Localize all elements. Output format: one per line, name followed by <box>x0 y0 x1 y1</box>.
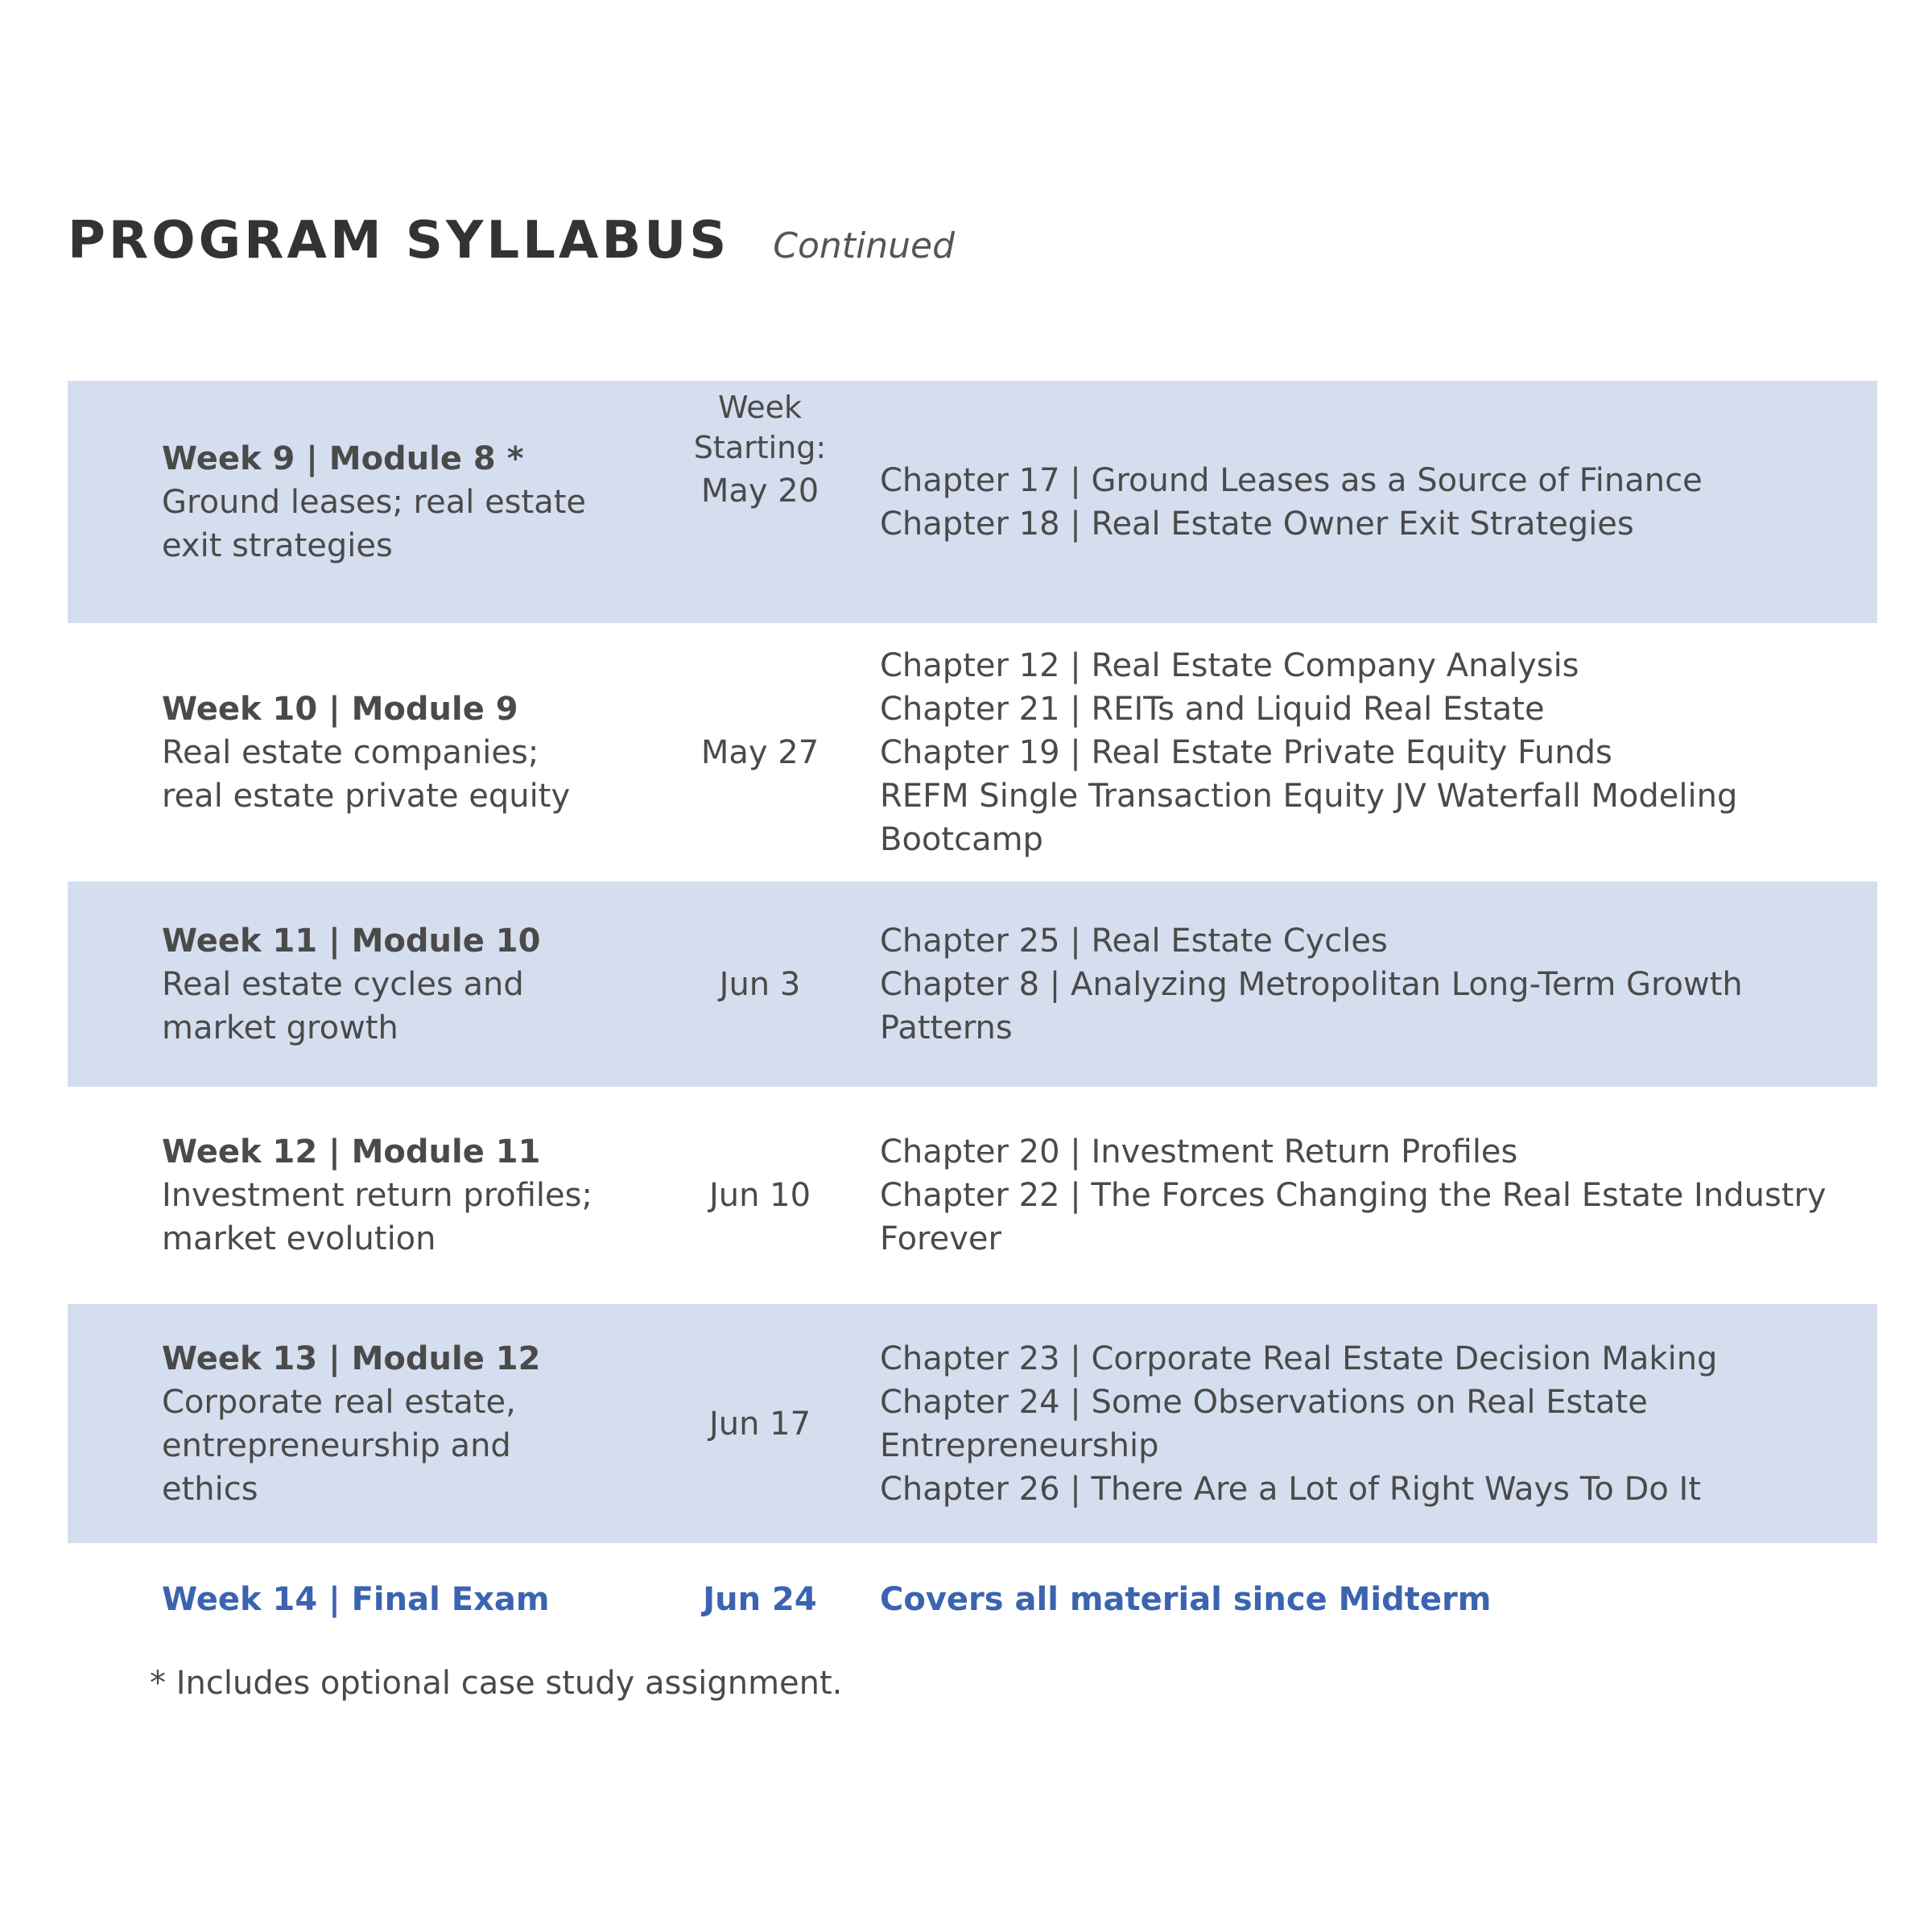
chapters-cell <box>880 1304 1870 1543</box>
week-starting-label: Starting: <box>693 430 827 465</box>
chapter-item: REFM Single Transaction Equity JV Waterfall Modeling Bootcamp <box>880 777 1738 858</box>
module-description-line: Corporate real estate, <box>162 1383 516 1421</box>
module-title: Week 9 | Module 8 * <box>162 440 524 477</box>
chapter-item: Chapter 17 | Ground Leases as a Source of Finance <box>880 461 1703 499</box>
syllabus-row-week-12 <box>68 1087 1877 1304</box>
week-start-date: Jun 3 <box>719 965 801 1003</box>
syllabus-row-week-10 <box>68 623 1877 881</box>
week-starting-label: Week <box>717 390 803 425</box>
date-cell <box>615 1543 905 1656</box>
module-cell <box>162 623 613 881</box>
module-description-line: Real estate companies; <box>162 733 539 771</box>
chapters-cell <box>880 623 1870 881</box>
module-cell <box>162 1543 613 1656</box>
syllabus-row-week-13 <box>68 1304 1877 1543</box>
week-start-date: Jun 17 <box>708 1405 811 1443</box>
final-exam-date: Jun 24 <box>703 1581 817 1618</box>
syllabus-row-final-exam <box>68 1543 1877 1656</box>
module-title: Week 12 | Module 11 <box>162 1133 541 1170</box>
module-cell <box>162 1304 613 1543</box>
module-title: Week 13 | Module 12 <box>162 1340 541 1377</box>
chapters-cell <box>880 881 1870 1087</box>
date-cell <box>615 1087 905 1304</box>
chapter-item: Forever <box>880 1220 1001 1257</box>
chapter-item: Chapter 8 | Analyzing Metropolitan Long-Term Growth Patterns <box>880 965 1743 1046</box>
chapter-item: Chapter 26 | There Are a Lot of Right Ways To Do It <box>880 1470 1701 1508</box>
chapter-item: Entrepreneurship <box>880 1426 1159 1464</box>
page-header <box>68 211 955 270</box>
chapters-cell <box>880 381 1870 623</box>
final-exam-note: Covers all material since Midterm <box>880 1581 1492 1618</box>
module-description-line: Investment return profiles; <box>162 1177 592 1214</box>
module-description-line: exit strategies <box>162 526 393 564</box>
chapter-item: Chapter 21 | REITs and Liquid Real Estate <box>880 690 1545 728</box>
week-start-date: May 27 <box>700 733 819 771</box>
chapter-item: Chapter 22 | The Forces Changing the Real Estate Industry <box>880 1177 1827 1214</box>
module-title: Week 10 | Module 9 <box>162 690 518 728</box>
week-start-date: May 20 <box>700 473 819 510</box>
date-cell <box>615 623 905 881</box>
page-subtitle: Continued <box>773 225 956 266</box>
module-description-line: Ground leases; real estate <box>162 483 587 521</box>
syllabus-row-week-11 <box>68 881 1877 1087</box>
chapter-item: Chapter 24 | Some Observations on Real Estate <box>880 1383 1648 1421</box>
module-description-line: Real estate cycles and <box>162 965 524 1003</box>
module-description-line: market growth <box>162 1009 398 1046</box>
module-cell <box>162 881 613 1087</box>
syllabus-table <box>68 381 1877 1656</box>
module-description-line: ethics <box>162 1470 258 1508</box>
module-cell <box>162 1087 613 1304</box>
syllabus-row-week-9 <box>68 381 1877 623</box>
footnote: * Includes optional case study assignment. <box>150 1665 843 1702</box>
final-exam-title: Week 14 | Final Exam <box>162 1581 550 1618</box>
module-description-line: entrepreneurship and <box>162 1426 511 1464</box>
chapter-item: Chapter 19 | Real Estate Private Equity Funds <box>880 733 1612 771</box>
date-cell <box>615 381 905 623</box>
module-description-line: real estate private equity <box>162 777 571 815</box>
week-start-date: Jun 10 <box>708 1177 811 1214</box>
chapter-item: Chapter 23 | Corporate Real Estate Decision Making <box>880 1340 1718 1377</box>
chapter-item: Chapter 12 | Real Estate Company Analysis <box>880 646 1579 684</box>
chapter-item: Chapter 25 | Real Estate Cycles <box>880 922 1388 960</box>
chapter-item: Chapter 20 | Investment Return Profiles <box>880 1133 1518 1170</box>
module-title: Week 11 | Module 10 <box>162 922 541 960</box>
module-description-line: market evolution <box>162 1220 436 1257</box>
module-cell <box>162 381 613 623</box>
page-title: PROGRAM SYLLABUS <box>68 211 730 270</box>
date-cell <box>615 881 905 1087</box>
date-cell <box>615 1304 905 1543</box>
chapters-cell <box>880 1543 1870 1656</box>
chapters-cell <box>880 1087 1870 1304</box>
chapter-item: Chapter 18 | Real Estate Owner Exit Strategies <box>880 505 1634 543</box>
